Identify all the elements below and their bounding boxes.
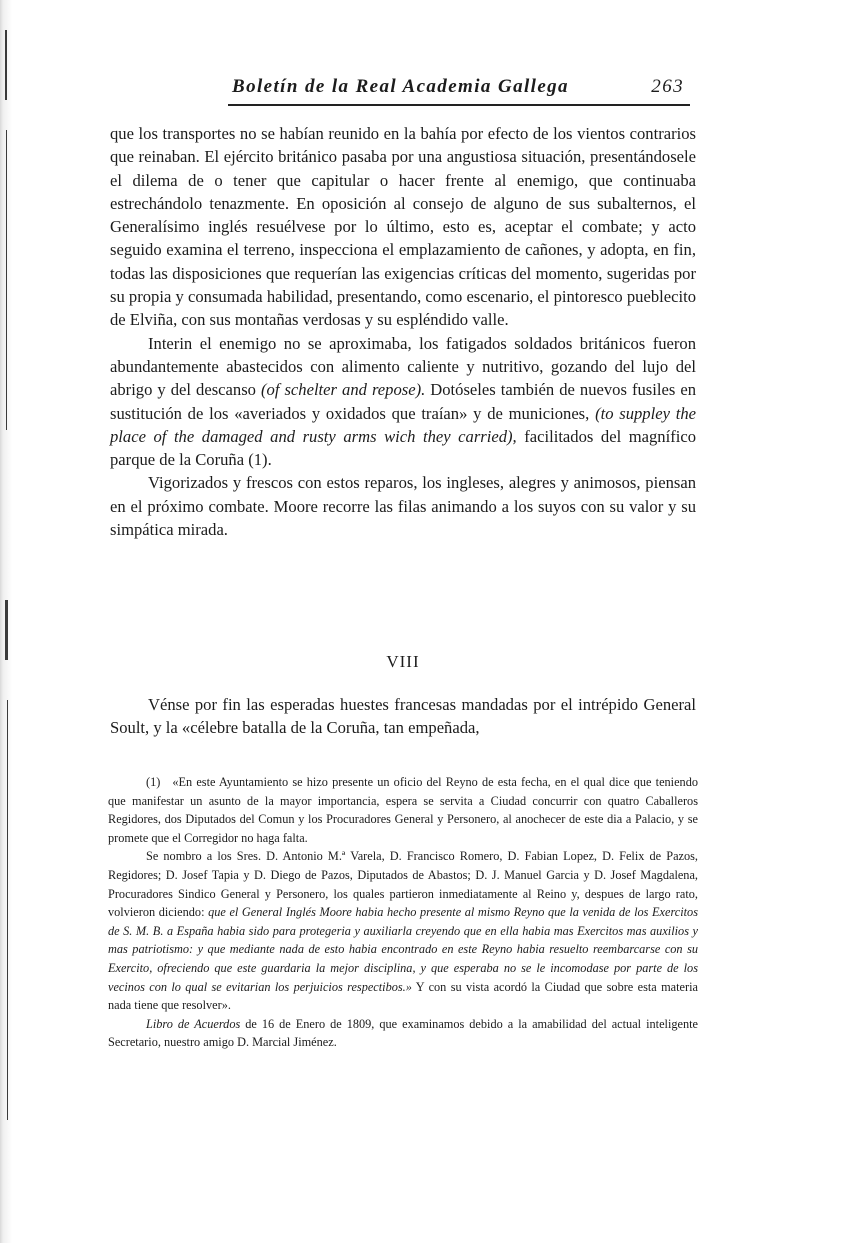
main-text bbox=[110, 122, 696, 541]
text-run: Dotóseles también de nuevos fusiles en sustitución de los «averiados y oxidados que traían» y de municiones, bbox=[110, 380, 696, 423]
page-number: 263 bbox=[651, 76, 684, 97]
paragraph-vigorizados: Vigorizados y frescos con estos reparos, los ingleses, alegres y animosos, piensan en el próximo combate. Moore recorre las filas animando a los suyos con su valor y su simpática mirada. bbox=[110, 473, 696, 540]
footnote-1-continued bbox=[108, 847, 698, 1014]
footnote-text: de 16 de Enero de 1809, que examinamos debido a la amabilidad del actual inteligente Secretario, nuestro amigo D. Marcial Jiménez. bbox=[108, 1016, 698, 1050]
footnote-text: Y con su vista acordó la Ciudad que sobre esta materia nada tiene que resolver». bbox=[108, 979, 698, 1013]
english-quote: (of schelter and repose). bbox=[261, 380, 426, 400]
english-quote: (to suppley the place of the damaged and rusty arms wich they carried), bbox=[110, 403, 696, 446]
footnote-source bbox=[108, 1015, 698, 1052]
paragraph-vense: Vénse por fin las esperadas huestes francesas mandadas por el intrépido General Soult, y la «célebre batalla de la Coruña, tan empeñada, bbox=[110, 695, 696, 738]
footnote-quote: que el General Inglés Moore habia hecho presente al mismo Reyno que la venida de los Exercitos de S. M. B. a España habia sido para protegeria y auxiliarla creyendo que en ella habia mas Exercitos mas auxilios y mas patriotismo: y que mediante nada de esto habia encontrado en este Reyno habia resuelto reembarcarse con su Exercito, ofreciendo que este guardaria la mejor disciplina, y que esperaba no se le incomodase por parte de los vecinos con lo qual se evitarian los perjuicios respectibos.» bbox=[108, 905, 698, 994]
running-head bbox=[228, 74, 690, 106]
paragraph-continuation: que los transportes no se habían reunido en la bahía por efecto de los vientos contrarios que reinaban. El ejército británico pasaba por una angustiosa situación, presentándosele el dilema de o tener que capitular o hacer frente al enemigo, que continuaba estrechándolo tenazmente. En oposición al consejo de alguno de sus subalternos, el Generalísimo inglés resuélvese por lo último, esto es, aceptar el combate; y acto seguido examina el terreno, inspecciona el emplazamiento de cañones, y adopta, en fin, todas las disposiciones que requerían las exigencias críticas del momento, sugeridas por su propia y consumada habilidad, presentando, como escenario, el pintoresco pueblecito de Elviña, con sus montañas verdosas y su espléndido valle. bbox=[110, 124, 696, 330]
footnote-1 bbox=[108, 773, 698, 847]
binding-mark bbox=[5, 30, 7, 100]
main-text-section-viii bbox=[110, 693, 696, 740]
binding-mark bbox=[7, 700, 8, 1120]
source-title: Libro de Acuerdos bbox=[146, 1016, 241, 1031]
footnote-text: Se nombro a los Sres. D. Antonio M.ª Varela, D. Francisco Romero, D. Fabian Lopez, D. Felix de Pazos, Regidores; D. Josef Tapia y D. Diego de Pazos, Diputados de Abastos; D. J. Manuel Garcia y D. Josef Magdalena, Procuradores Sindico General y Personero, los quales partieron inmediatamente al Reino y, despues de largo rato, volvieron diciendo: bbox=[108, 849, 698, 920]
text-run: Interin el enemigo no se aproximaba, los fatigados soldados británicos fueron abundantemente abastecidos con alimento caliente y nutritivo, gozando del lujo del abrigo y del descanso bbox=[110, 333, 696, 400]
section-heading: VIII bbox=[386, 652, 420, 671]
text-run: facilitados del magnífico parque de la Coruña (1). bbox=[110, 426, 697, 470]
footnote-marker: (1) bbox=[146, 775, 161, 789]
journal-title: Boletín de la Real Academia Gallega bbox=[232, 76, 569, 97]
binding-mark bbox=[5, 600, 8, 660]
page-binding-edge bbox=[0, 0, 14, 1243]
footnotes bbox=[108, 773, 698, 1052]
binding-mark bbox=[6, 130, 7, 430]
footnote-text: «En este Ayuntamiento se hizo presente un oficio del Reyno de esta fecha, en el qual dice que teniendo que manifestar un asunto de la mayor importancia, espera se servita a Ciudad concurrir con quatro Caballeros Regidores, dos Diputados del Comun y los Procuradores General y Personero, al anochecer de este dia a Palacio, y se promete que el Corregidor no haga falta. bbox=[108, 775, 698, 845]
paragraph-interin bbox=[110, 332, 696, 472]
